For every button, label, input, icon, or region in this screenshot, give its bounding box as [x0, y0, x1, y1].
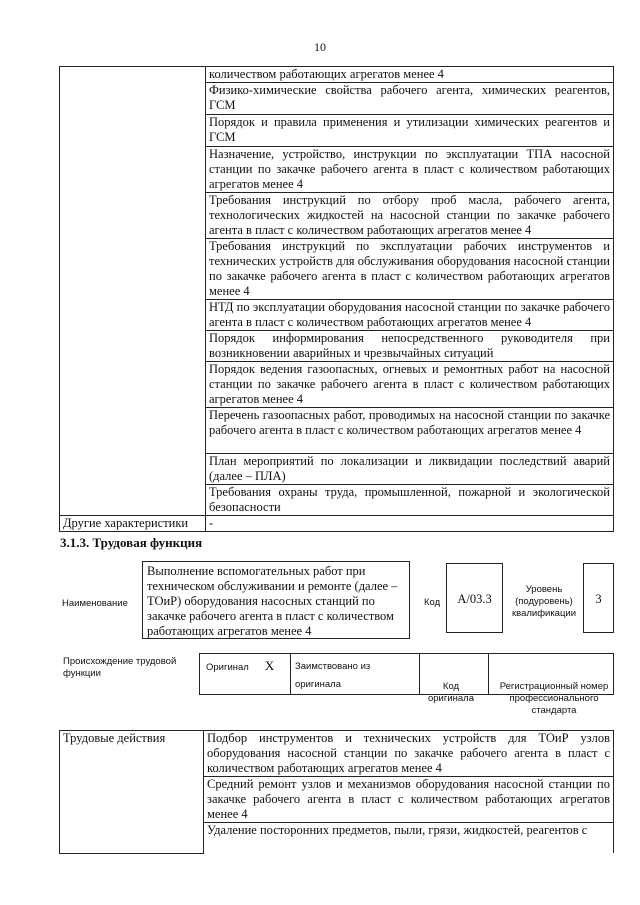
empty-label-cell: [60, 67, 206, 516]
action-row: Подбор инструментов и технических устройств для ТОиР узлов оборудования насосной станции по закачке рабочего агента в пласт с количеством работающих агрегатов менее 4: [204, 731, 614, 777]
level-label: Уровень (подуровень) квалификации: [511, 584, 577, 619]
action-row: Удаление посторонних предметов, пыли, грязи, жидкостей, реагентов с: [204, 823, 614, 854]
function-name-box: Выполнение вспомогательных работ при техническом обслуживании и ремонте (далее – ТОиР) оборудования насосных станций по закачке рабочего агента в пласт с количеством работающих агрегатов менее 4: [142, 561, 410, 639]
code-label: Код: [424, 597, 441, 608]
knowledge-row: План мероприятий по локализации и ликвидации последствий аварий (далее – ПЛА): [206, 454, 614, 485]
knowledge-row: Физико-химические свойства рабочего агента, химических реагентов, ГСМ: [206, 83, 614, 115]
knowledge-row: Требования инструкций по отбору проб масла, рабочего агента, технологических жидкостей на насосной станции по закачке рабочего агента в пласт с количеством работающих агрегатов менее 4: [206, 193, 614, 239]
knowledge-row: Порядок ведения газоопасных, огневых и ремонтных работ на насосной станции по закачке рабочего агента в пласт с количеством работающих агрегатов менее 4: [206, 362, 614, 408]
original-mark: Х: [264, 658, 275, 673]
original-label: Оригинал: [206, 662, 249, 673]
reg-number-label: Регистрационный номер профессионального стандарта: [499, 681, 609, 716]
knowledge-row: НТД по эксплуатации оборудования насосной станции по закачке рабочего агента в пласт с количеством работающих агрегатов менее 4: [206, 300, 614, 331]
knowledge-table: [59, 66, 614, 532]
actions-table: [59, 730, 614, 854]
action-row: Средний ремонт узлов и механизмов оборудования насосной станции по закачке рабочего агента в пласт с количеством работающих агрегатов менее 4: [204, 777, 614, 823]
page-number: 10: [314, 40, 326, 54]
other-label: Другие характеристики: [60, 516, 206, 532]
actions-label: Трудовые действия: [60, 731, 204, 854]
origin-label: Происхождение трудовой функции: [63, 656, 177, 679]
level-value: 3: [583, 563, 614, 633]
code-value: А/03.3: [446, 563, 503, 633]
knowledge-row: Порядок и правила применения и утилизации химических реагентов и ГСМ: [206, 115, 614, 147]
section-heading: 3.1.3. Трудовая функция: [60, 535, 203, 550]
knowledge-row: Перечень газоопасных работ, проводимых на насосной станции по закачке рабочего агента в пласт с количеством работающих агрегатов менее 4: [206, 408, 614, 454]
code-original-label: Код оригинала: [427, 681, 474, 704]
knowledge-row: Порядок информирования непосредственного руководителя при возникновении аварийных и чрезвычайных ситуаций: [206, 331, 614, 362]
knowledge-row: Требования инструкций по эксплуатации рабочих инструментов и технических устройств для обслуживания оборудования насосной станции по закачке рабочего агента в пласт с количеством работающих агрегатов менее 4: [206, 239, 614, 300]
name-label: Наименование: [62, 598, 128, 609]
knowledge-row: Требования охраны труда, промышленной, пожарной и экологической безопасности: [206, 485, 614, 516]
borrowed-label: Заимствовано из оригинала: [295, 661, 371, 690]
knowledge-row: Назначение, устройство, инструкции по эксплуатации ТПА насосной станции по закачке рабочего агента в пласт с количеством работающих агрегатов менее 4: [206, 147, 614, 193]
knowledge-row: количеством работающих агрегатов менее 4: [206, 67, 614, 83]
other-value: -: [206, 516, 614, 532]
